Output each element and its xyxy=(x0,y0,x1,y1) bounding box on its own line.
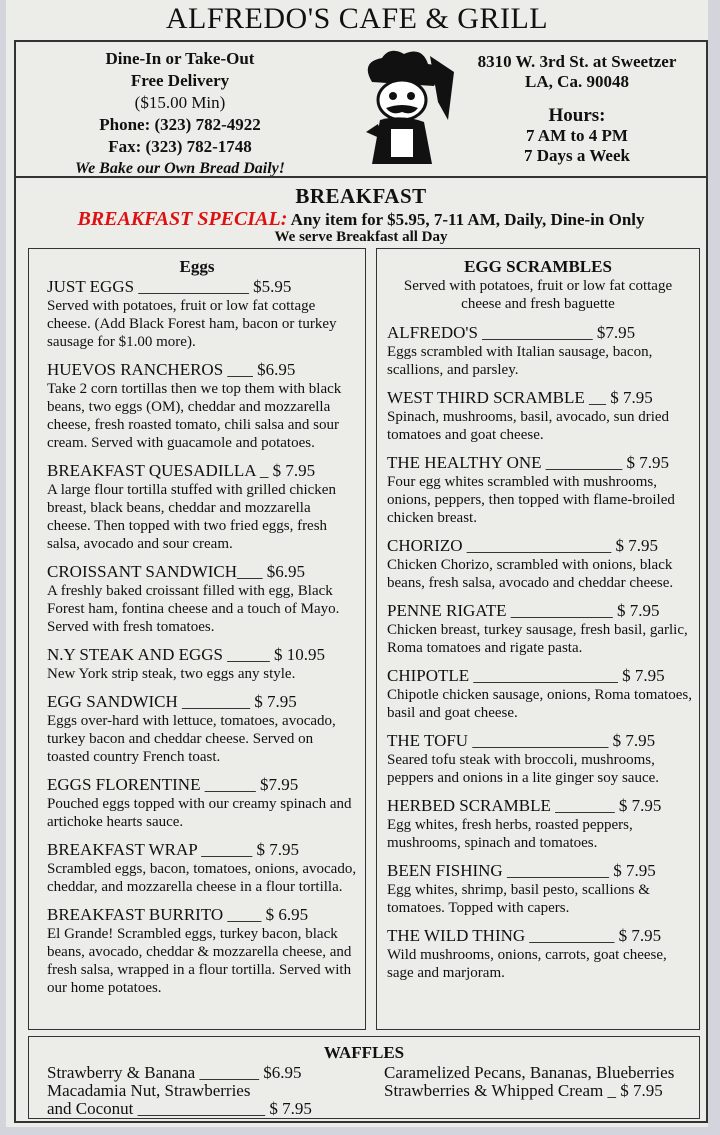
item-name: THE TOFU ________________ $ 7.95 xyxy=(387,731,656,750)
menu-item xyxy=(29,775,365,831)
menu-item xyxy=(377,731,699,787)
breakfast-special-text: Any item for $5.95, 7-11 AM, Daily, Dine-in Only xyxy=(290,210,645,229)
item-description: Egg whites, fresh herbs, roasted peppers, mushrooms, spinach and tomatoes. xyxy=(387,817,633,851)
menu-page xyxy=(6,0,708,1127)
phone-line: Phone: (323) 782-4922 xyxy=(99,115,261,134)
item-description: Pouched eggs topped with our creamy spinach and artichoke hearts sauce. xyxy=(47,796,352,830)
eggs-heading: Eggs xyxy=(179,257,215,276)
item-name: CHORIZO _________________ $ 7.95 xyxy=(387,536,659,555)
fax-line: Fax: (323) 782-1748 xyxy=(108,137,252,156)
waffles-section xyxy=(28,1036,700,1119)
menu-item xyxy=(29,277,365,351)
menu-item xyxy=(377,601,699,657)
item-description: El Grande! Scrambled eggs, turkey bacon, black beans, avocado, cheddar & mozzarella cheese, and fresh salsa, wrapped in a flour tortilla. Served with our home potatoes. xyxy=(47,926,352,996)
scrambles-heading: EGG SCRAMBLES xyxy=(464,257,612,276)
item-name: HERBED SCRAMBLE _______ $ 7.95 xyxy=(387,796,662,815)
eggs-section xyxy=(28,248,366,1030)
hours-line-2: 7 Days a Week xyxy=(524,146,630,165)
menu-item xyxy=(377,388,699,444)
item-description: New York strip steak, two eggs any style. xyxy=(47,666,296,682)
item-name: N.Y STEAK AND EGGS _____ $ 10.95 xyxy=(47,645,325,664)
menu-item xyxy=(29,562,365,636)
restaurant-title: ALFREDO'S CAFE & GRILL xyxy=(165,2,549,35)
item-name: EGG SANDWICH ________ $ 7.95 xyxy=(47,692,297,711)
item-description: A freshly baked croissant filled with egg, Black Forest ham, fontina cheese and a touch of Mayo. Served with fresh tomatoes. xyxy=(47,583,340,635)
item-name: ALFREDO'S _____________ $7.95 xyxy=(387,323,636,342)
breakfast-special xyxy=(16,208,706,231)
item-name: BEEN FISHING ____________ $ 7.95 xyxy=(387,861,656,880)
waffles-heading: WAFFLES xyxy=(323,1043,405,1062)
menu-item xyxy=(377,536,699,592)
breakfast-heading: BREAKFAST xyxy=(295,184,427,208)
item-name: BREAKFAST BURRITO ____ $ 6.95 xyxy=(47,905,309,924)
waffles-right xyxy=(384,1064,704,1100)
menu-frame xyxy=(14,40,708,1123)
waffle-line: Strawberries & Whipped Cream _ $ 7.95 xyxy=(384,1081,663,1100)
delivery-min-line: ($15.00 Min) xyxy=(134,93,226,112)
menu-item xyxy=(377,926,699,982)
menu-item xyxy=(29,645,365,683)
address-line-2: LA, Ca. 90048 xyxy=(525,72,629,91)
item-description: Eggs scrambled with Italian sausage, bacon, scallions, and parsley. xyxy=(387,344,653,378)
menu-item xyxy=(29,905,365,997)
egg-scrambles-section xyxy=(376,248,700,1030)
item-description: A large flour tortilla stuffed with grilled chicken breast, black beans, cheddar and mozzarella cheese. Then topped with two fried eggs, fresh salsa, avocado and sour cream. xyxy=(47,482,336,552)
scrambles-subheading: Served with potatoes, fruit or low fat cottage cheese and fresh baguette xyxy=(403,278,673,312)
menu-item xyxy=(29,461,365,553)
bake-bread-line: We Bake our Own Bread Daily! xyxy=(75,160,285,177)
item-name: WEST THIRD SCRAMBLE __ $ 7.95 xyxy=(387,388,653,407)
item-description: Take 2 corn tortillas then we top them with black beans, two eggs (OM), cheddar and mozzarella cheese, fresh roasted tomato, chili salsa and sour cream. Served with guacamole and potatoes. xyxy=(47,381,342,451)
item-description: Served with potatoes, fruit or low fat cottage cheese. (Add Black Forest ham, bacon or turkey sausage for $1.00 more). xyxy=(47,298,337,350)
item-description: Egg whites, shrimp, basil pesto, scallions & tomatoes. Topped with capers. xyxy=(387,882,650,916)
waffle-line: Macadamia Nut, Strawberries xyxy=(47,1081,251,1100)
chef-logo xyxy=(342,44,462,172)
item-name: PENNE RIGATE ____________ $ 7.95 xyxy=(387,601,660,620)
header-divider xyxy=(16,176,706,178)
hours-heading: Hours: xyxy=(548,105,606,126)
menu-item xyxy=(377,666,699,722)
item-description: Chicken breast, turkey sausage, fresh basil, garlic, Roma tomatoes and rigate pasta. xyxy=(387,622,688,656)
item-description: Scrambled eggs, bacon, tomatoes, onions, avocado, cheddar, and mozzarella cheese in a flour tortilla. xyxy=(47,861,357,895)
menu-item xyxy=(377,796,699,852)
menu-item xyxy=(377,453,699,527)
address-line-1: 8310 W. 3rd St. at Sweetzer xyxy=(477,52,677,71)
item-description: Chipotle chicken sausage, onions, Roma tomatoes, basil and goat cheese. xyxy=(387,687,692,721)
item-description: Four egg whites scrambled with mushrooms, onions, peppers, then topped with flame-broiled chicken breast. xyxy=(387,474,675,526)
breakfast-all-day: We serve Breakfast all Day xyxy=(274,229,448,245)
item-description: Spinach, mushrooms, basil, avocado, sun dried tomatoes and goat cheese. xyxy=(387,409,670,443)
item-description: Eggs over-hard with lettuce, tomatoes, avocado, turkey bacon and cheddar cheese. Served on toasted country French toast. xyxy=(47,713,336,765)
item-name: JUST EGGS _____________ $5.95 xyxy=(47,277,292,296)
delivery-line: Free Delivery xyxy=(130,71,230,90)
menu-item xyxy=(377,323,699,379)
waffles-left xyxy=(47,1064,367,1118)
menu-item xyxy=(29,692,365,766)
item-description: Chicken Chorizo, scrambled with onions, black beans, fresh salsa, avocado and cheddar cheese. xyxy=(387,557,674,591)
item-name: EGGS FLORENTINE ______ $7.95 xyxy=(47,775,299,794)
item-name: THE HEALTHY ONE _________ $ 7.95 xyxy=(387,453,670,472)
waffle-line: and Coconut _______________ $ 7.95 xyxy=(47,1099,312,1118)
item-name: THE WILD THING __________ $ 7.95 xyxy=(387,926,662,945)
item-name: BREAKFAST WRAP ______ $ 7.95 xyxy=(47,840,300,859)
header-address-hours xyxy=(462,52,692,166)
item-description: Wild mushrooms, onions, carrots, goat cheese, sage and marjoram. xyxy=(387,947,667,981)
breakfast-special-label: BREAKFAST SPECIAL: xyxy=(77,208,288,230)
menu-item xyxy=(377,861,699,917)
menu-item xyxy=(29,840,365,896)
dine-in-line: Dine-In or Take-Out xyxy=(105,49,255,68)
item-description: Seared tofu steak with broccoli, mushrooms, peppers and onions in a lite ginger soy sauce. xyxy=(387,752,660,786)
item-name: BREAKFAST QUESADILLA _ $ 7.95 xyxy=(47,461,316,480)
menu-item xyxy=(29,360,365,452)
item-name: CHIPOTLE _________________ $ 7.95 xyxy=(387,666,665,685)
waffle-line: Strawberry & Banana _______ $6.95 xyxy=(47,1063,302,1082)
item-name: CROISSANT SANDWICH___ $6.95 xyxy=(47,562,306,581)
waffle-line: Caramelized Pecans, Bananas, Blueberries xyxy=(384,1063,675,1082)
item-name: HUEVOS RANCHEROS ___ $6.95 xyxy=(47,360,296,379)
hours-line-1: 7 AM to 4 PM xyxy=(526,126,628,145)
header-contact xyxy=(30,48,330,180)
